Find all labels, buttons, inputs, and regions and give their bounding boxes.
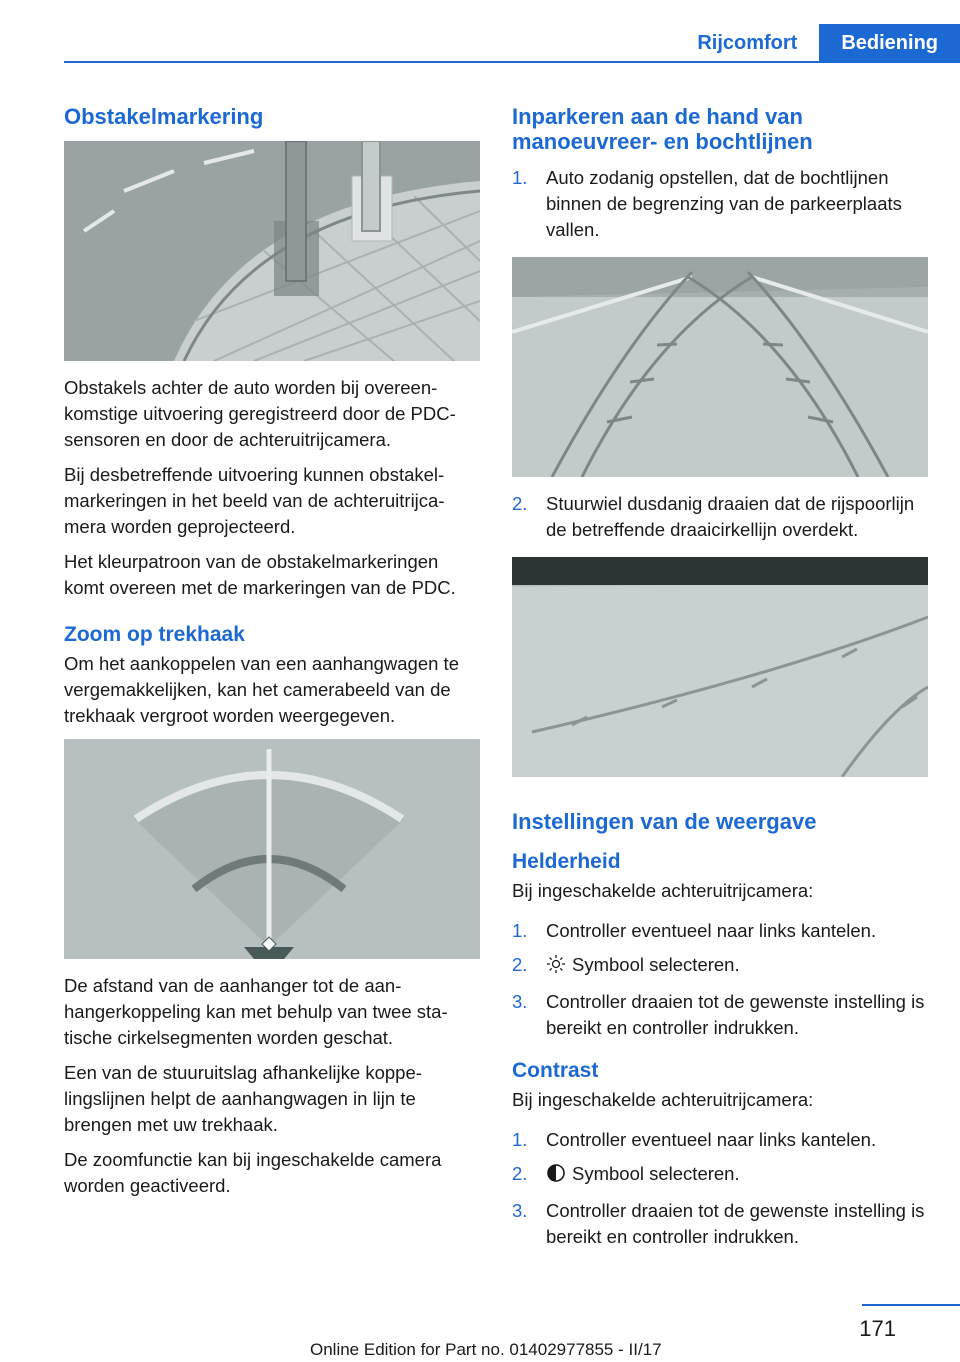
paragraph: Obstakels achter de auto worden bij overeenkomstige uitvoering geregistreerd door de PDC-sensoren en door de achteruitrijcamera. <box>64 377 456 451</box>
step-number: 1. <box>512 166 528 188</box>
left-column <box>64 100 480 1208</box>
step-number: 3. <box>512 1200 528 1222</box>
step-number: 3. <box>512 991 528 1013</box>
heading-obstakelmarkering: Obstakelmarkering <box>64 104 264 129</box>
list-item <box>512 1161 928 1190</box>
paragraph: Om het aankoppelen van een aanhangwagen te vergemakkelijken, kan het camerabeeld van de trekhaak vergroot worden weergegeven. <box>64 653 459 727</box>
paragraph: Bij ingeschakelde achteruitrijcamera: <box>512 1089 814 1111</box>
heading-instellingen: Instellingen van de weergave <box>512 808 817 834</box>
step-text: Controller eventueel naar links kantelen. <box>546 920 877 942</box>
step-number: 1. <box>512 1129 528 1151</box>
paragraph: Bij ingeschakelde achteruitrijcamera: <box>512 880 814 902</box>
step-text: Symbool selecteren. <box>572 954 740 976</box>
steps-list-a <box>512 165 928 243</box>
paragraph: Bij desbetreffende uitvoering kunnen obstakelmarkeringen in het beeld van de achteruitrijcamera worden geprojecteerd. <box>64 464 445 538</box>
step-text: Auto zodanig opstellen, dat de bochtlijnen binnen de begrenzing van de parkeerplaats vallen. <box>546 166 902 240</box>
tow-hook-zoom-image <box>64 739 480 959</box>
step-number: 1. <box>512 920 528 942</box>
step-text: Symbool selecteren. <box>572 1163 740 1185</box>
list-item <box>512 918 928 944</box>
tab-rijcomfort[interactable]: Rijcomfort <box>675 24 819 62</box>
list-item <box>512 1127 928 1153</box>
contrast-icon <box>546 1163 566 1190</box>
step-number: 2. <box>512 954 528 976</box>
tab-bediening[interactable]: Bediening <box>819 24 960 62</box>
step-text: Stuurwiel dusdanig draaien dat de rijspoorlijn de betreffende draaicirkellijn overdekt. <box>546 492 915 540</box>
step-number: 2. <box>512 1163 528 1185</box>
list-item <box>512 952 928 981</box>
list-item <box>512 1198 928 1250</box>
paragraph: De zoomfunctie kan bij ingeschakelde camera worden geactiveerd. <box>64 1149 442 1197</box>
paragraph: De afstand van de aanhanger tot de aanhangerkoppeling kan met behulp van twee statische cirkelsegmenten worden geschat. <box>64 975 448 1049</box>
page-number: 171 <box>859 1316 896 1341</box>
list-item <box>512 165 928 243</box>
list-item <box>512 989 928 1041</box>
steps-list-contrast <box>512 1127 928 1250</box>
footer-rule <box>862 1304 960 1306</box>
heading-inparkeren: Inparkeren aan de hand van manoeuvreer- en bochtlijnen <box>512 104 813 155</box>
heading-contrast: Contrast <box>512 1059 599 1083</box>
right-column <box>512 100 928 1258</box>
step-text: Controller eventueel naar links kantelen. <box>546 1129 877 1151</box>
edition-text: Online Edition for Part no. 01402977855 - II/17 <box>310 1340 662 1359</box>
steering-turn-image <box>512 557 928 777</box>
header-rule <box>64 61 960 63</box>
header-tabs <box>675 24 960 62</box>
list-item <box>512 491 928 543</box>
steps-list-a-cont <box>512 491 928 543</box>
curve-lines-image <box>512 257 928 477</box>
paragraph: Het kleurpatroon van de obstakelmarkeringen komt overeen met de markeringen van de PDC. <box>64 551 456 599</box>
steps-list-brightness <box>512 918 928 1041</box>
step-number: 2. <box>512 492 528 514</box>
obstacle-marking-image <box>64 141 480 361</box>
step-text: Controller draaien tot de gewenste instelling is bereikt en controller indrukken. <box>546 1200 925 1248</box>
heading-zoom-op-trekhaak: Zoom op trekhaak <box>64 623 245 647</box>
sun-icon <box>546 954 566 981</box>
paragraph: Een van de stuuruitslag afhankelijke koppelingslijnen helpt de aanhangwagen in lijn te brengen met uw trekhaak. <box>64 1062 422 1136</box>
heading-helderheid: Helderheid <box>512 849 621 873</box>
step-text: Controller draaien tot de gewenste instelling is bereikt en controller indrukken. <box>546 991 925 1039</box>
